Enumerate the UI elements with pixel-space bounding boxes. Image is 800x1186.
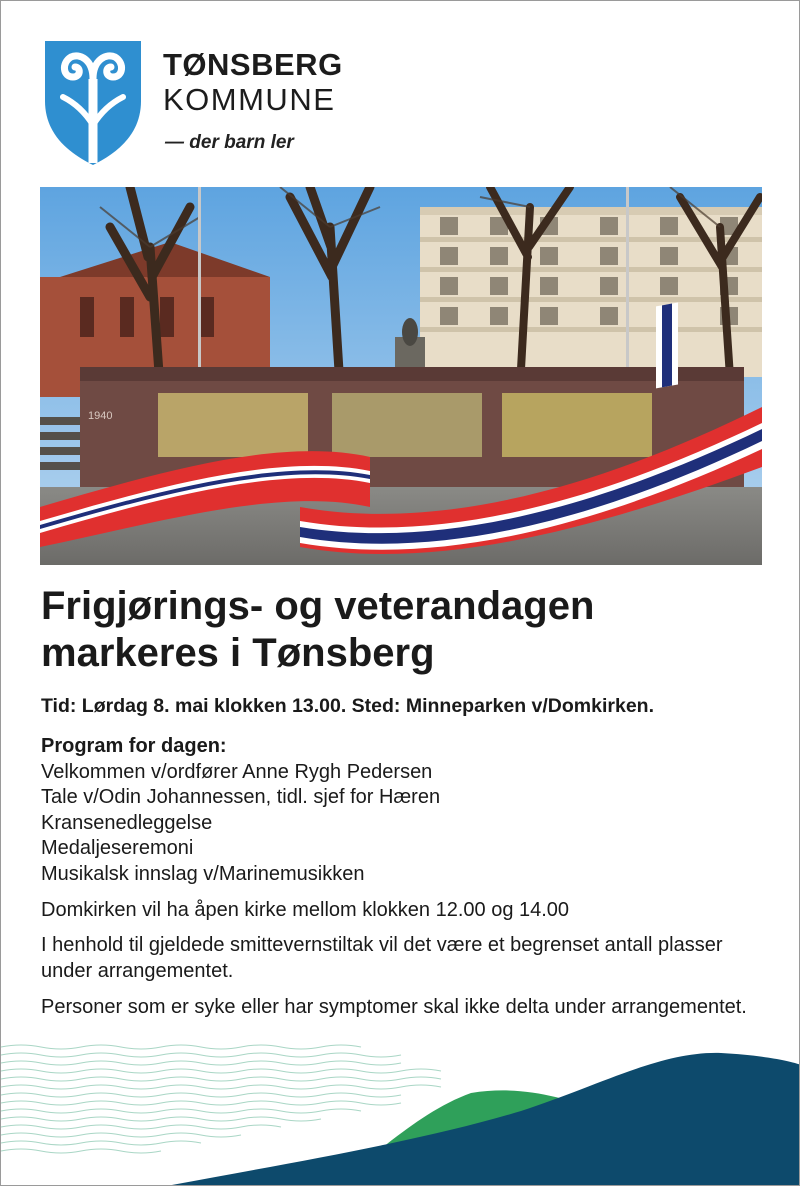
- capacity-paragraph: I henhold til gjeldede smittevernstiltak vil det være et begrenset antall plasser under arrangementet.: [41, 934, 723, 982]
- symptoms-paragraph: Personer som er syke eller har symptomer skal ikke delta under arrangementet.: [41, 996, 747, 1018]
- program-item: Tale v/Odin Johannessen, tidl. sjef for Hæren: [41, 786, 441, 808]
- program-item: Medaljeseremoni: [41, 837, 194, 859]
- church-opening-paragraph: Domkirken vil ha åpen kirke mellom klokken 12.00 og 14.00: [41, 899, 570, 921]
- event-title-line-2: markeres i Tønsberg: [41, 631, 435, 675]
- brand-name: TØNSBERG: [163, 47, 343, 82]
- time-place-line: Tid: Lørdag 8. mai klokken 13.00. Sted: Minneparken v/Domkirken.: [41, 695, 654, 717]
- memorial-photo: [40, 187, 762, 565]
- program-heading: Program for dagen:: [41, 735, 227, 757]
- program-section: [41, 734, 771, 887]
- brand-tagline: — der barn ler: [165, 132, 294, 153]
- tonsberg-coat-of-arms-logo: [43, 39, 143, 167]
- event-title-line-1: Frigjørings- og veterandagen: [41, 584, 595, 628]
- program-item: Kransenedleggelse: [41, 811, 213, 834]
- event-title: [41, 583, 771, 677]
- memorial-year-text: 1940: [88, 410, 113, 422]
- program-item: Velkommen v/ordfører Anne Rygh Pedersen: [41, 760, 433, 783]
- brand-subtitle: KOMMUNE: [163, 82, 336, 117]
- program-item: Musikalsk innslag v/Marinemusikken: [41, 862, 365, 885]
- decorative-landscape-waves: [1, 1041, 800, 1186]
